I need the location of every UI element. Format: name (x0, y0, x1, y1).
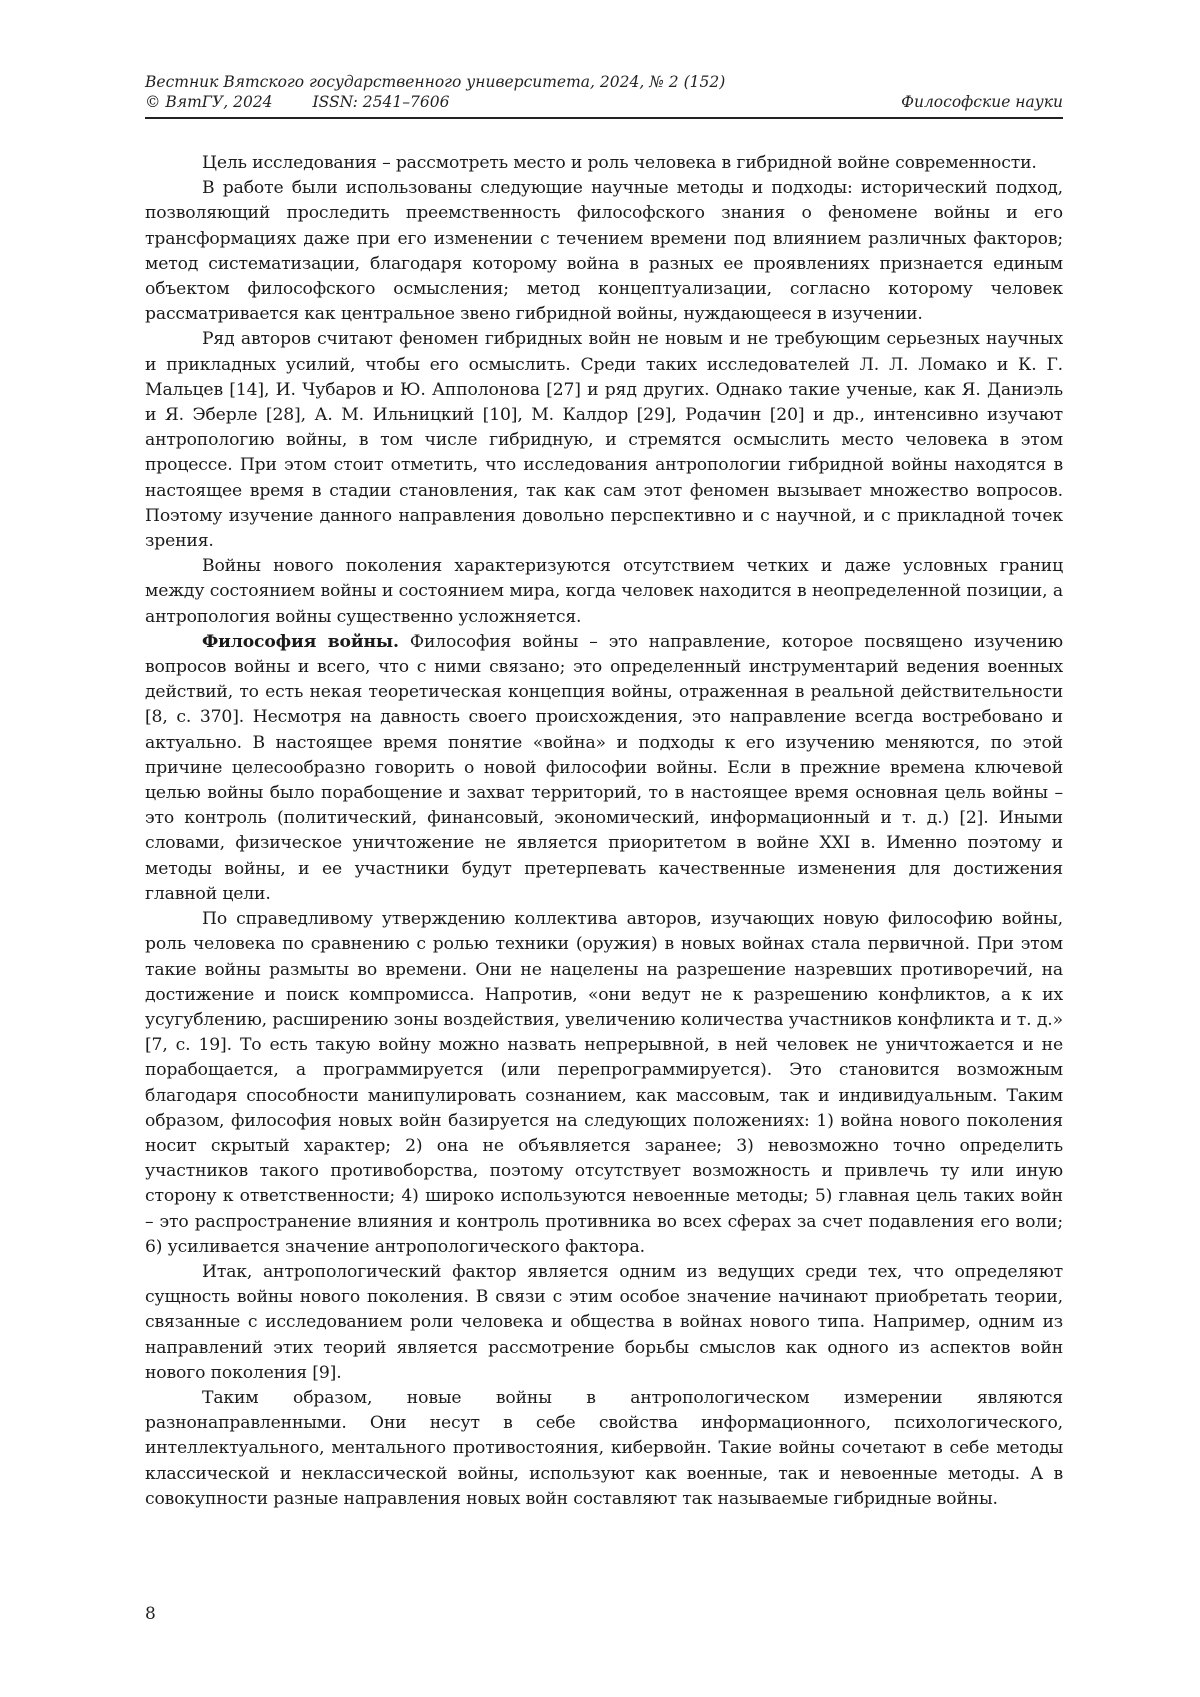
page-number: 8 (145, 1604, 156, 1624)
paragraph-text: Итак, антропологический фактор является одним из ведущих среди тех, что определяют сущность войны нового поколения. В связи с этим особое значение начинают приобретать теории, связанные с исследованием роли человека и общества в войнах нового типа. Например, одним из направлений этих теорий является рассмотрение борьбы смыслов как одного из аспектов войн нового поколения [9]. (145, 1261, 1063, 1383)
issn: ISSN: 2541–7606 (312, 93, 450, 111)
article-body (145, 151, 1063, 1512)
copyright-notice: © ВятГУ, 2024 (145, 93, 273, 111)
paragraph (145, 1386, 1063, 1512)
paragraph (145, 327, 1063, 554)
paragraph (145, 907, 1063, 1260)
paragraph-lead: Философия войны. (202, 631, 399, 652)
paragraph-text: Таким образом, новые войны в антропологическом измерении являются разнонаправленными. Они несут в себе свойства информационного, психологического, интеллектуального, ментального противостояния, кибервойн. Такие войны сочетают в себе методы классической и неклассической войны, используют как военные, так и невоенные методы. А в совокупности разные направления новых войн составляют так называемые гибридные войны. (145, 1387, 1063, 1509)
paragraph-text: Философия войны – это направление, которое посвящено изучению вопросов войны и всего, что с ними связано; это определенный инструментарий ведения военных действий, то есть некая теоретическая концепция войны, отраженная в реальной действительности [8, с. 370]. Несмотря на давность своего происхождения, это направление всегда востребовано и актуально. В настоящее время понятие «война» и подходы к его изучению меняются, по этой причине целесообразно говорить о новой философии войны. Если в прежние времена ключевой целью войны было порабощение и захват территорий, то в настоящее время основная цель войны – это контроль (политический, финансовый, экономический, информационный и т. д.) [2]. Иными словами, физическое уничтожение не является приоритетом в войне XXI в. Именно поэтому и методы войны, и ее участники будут претерпевать качественные изменения для достижения главной цели. (145, 631, 1063, 904)
running-header (145, 72, 1063, 112)
paragraph-text: В работе были использованы следующие научные методы и подходы: исторический подход, позволяющий проследить преемственность философского знания о феномене войны и его трансформациях даже при его изменении с течением времени под влиянием различных факторов; метод систематизации, благодаря которому война в разных ее проявлениях признается единым объектом философского осмысления; метод концептуализации, согласно которому человек рассматривается как центральное звено гибридной войны, нуждающееся в изучении. (145, 178, 1063, 325)
paragraph-text: Цель исследования – рассмотреть место и роль человека в гибридной войне современности. (202, 153, 1037, 173)
paragraph (145, 630, 1063, 907)
paragraph-text: Ряд авторов считают феномен гибридных войн не новым и не требующим серьезных научных и прикладных усилий, чтобы его осмыслить. Среди таких исследователей Л. Л. Ломако и К. Г. Мальцев [14], И. Чубаров и Ю. Апполонова [27] и ряд других. Однако такие ученые, как Я. Даниэль и Я. Эберле [28], А. М. Ильницкий [10], М. Калдор [29], Родачин [20] и др., интенсивно изучают антропологию войны, в том числе гибридную, и стремятся осмыслить место человека в этом процессе. При этом стоит отметить, что исследования антропологии гибридной войны находятся в настоящее время в стадии становления, так как сам этот феномен вызывает множество вопросов. Поэтому изучение данного направления довольно перспективно и с научной, и с прикладной точек зрения. (145, 329, 1063, 552)
paragraph (145, 151, 1063, 176)
header-meta (145, 92, 449, 112)
paragraph (145, 554, 1063, 630)
paragraph-text: По справедливому утверждению коллектива авторов, изучающих новую философию войны, роль человека по сравнению с ролью техники (оружия) в новых войнах стала первичной. При этом такие войны размыты во времени. Они не нацелены на разрешение назревших противоречий, на достижение и поиск компромисса. Напротив, «они ведут не к разрешению конфликтов, а к их усугублению, расширению зоны воздействия, увеличению количества участников конфликта и т. д.» [7, с. 19]. То есть такую войну можно назвать непрерывной, в ней человек не уничтожается и не порабощается, а программируется (или перепрограммируется). Это становится возможным благодаря способности манипулировать сознанием, как массовым, так и индивидуальным. Таким образом, философия новых войн базируется на следующих положениях: 1) война нового поколения носит скрытый характер; 2) она не объявляется заранее; 3) невозможно точно определить участников такого противоборства, поэтому отсутствует возможность и привлечь ту или иную сторону к ответственности; 4) широко используются невоенные методы; 5) главная цель таких войн – это распространение влияния и контроль противника во всех сферах за счет подавления его воли; 6) усиливается значение антропологического фактора. (145, 909, 1063, 1257)
paragraph (145, 176, 1063, 327)
paragraph (145, 1260, 1063, 1386)
paragraph-text: Войны нового поколения характеризуются отсутствием четких и даже условных границ между состоянием войны и состоянием мира, когда человек находится в неопределенной позиции, а антропология войны существенно усложняется. (145, 556, 1063, 627)
section-name: Философские науки (901, 93, 1063, 111)
header-rule (145, 117, 1063, 119)
journal-title: Вестник Вятского государственного университета, 2024, № 2 (152) (145, 73, 726, 91)
